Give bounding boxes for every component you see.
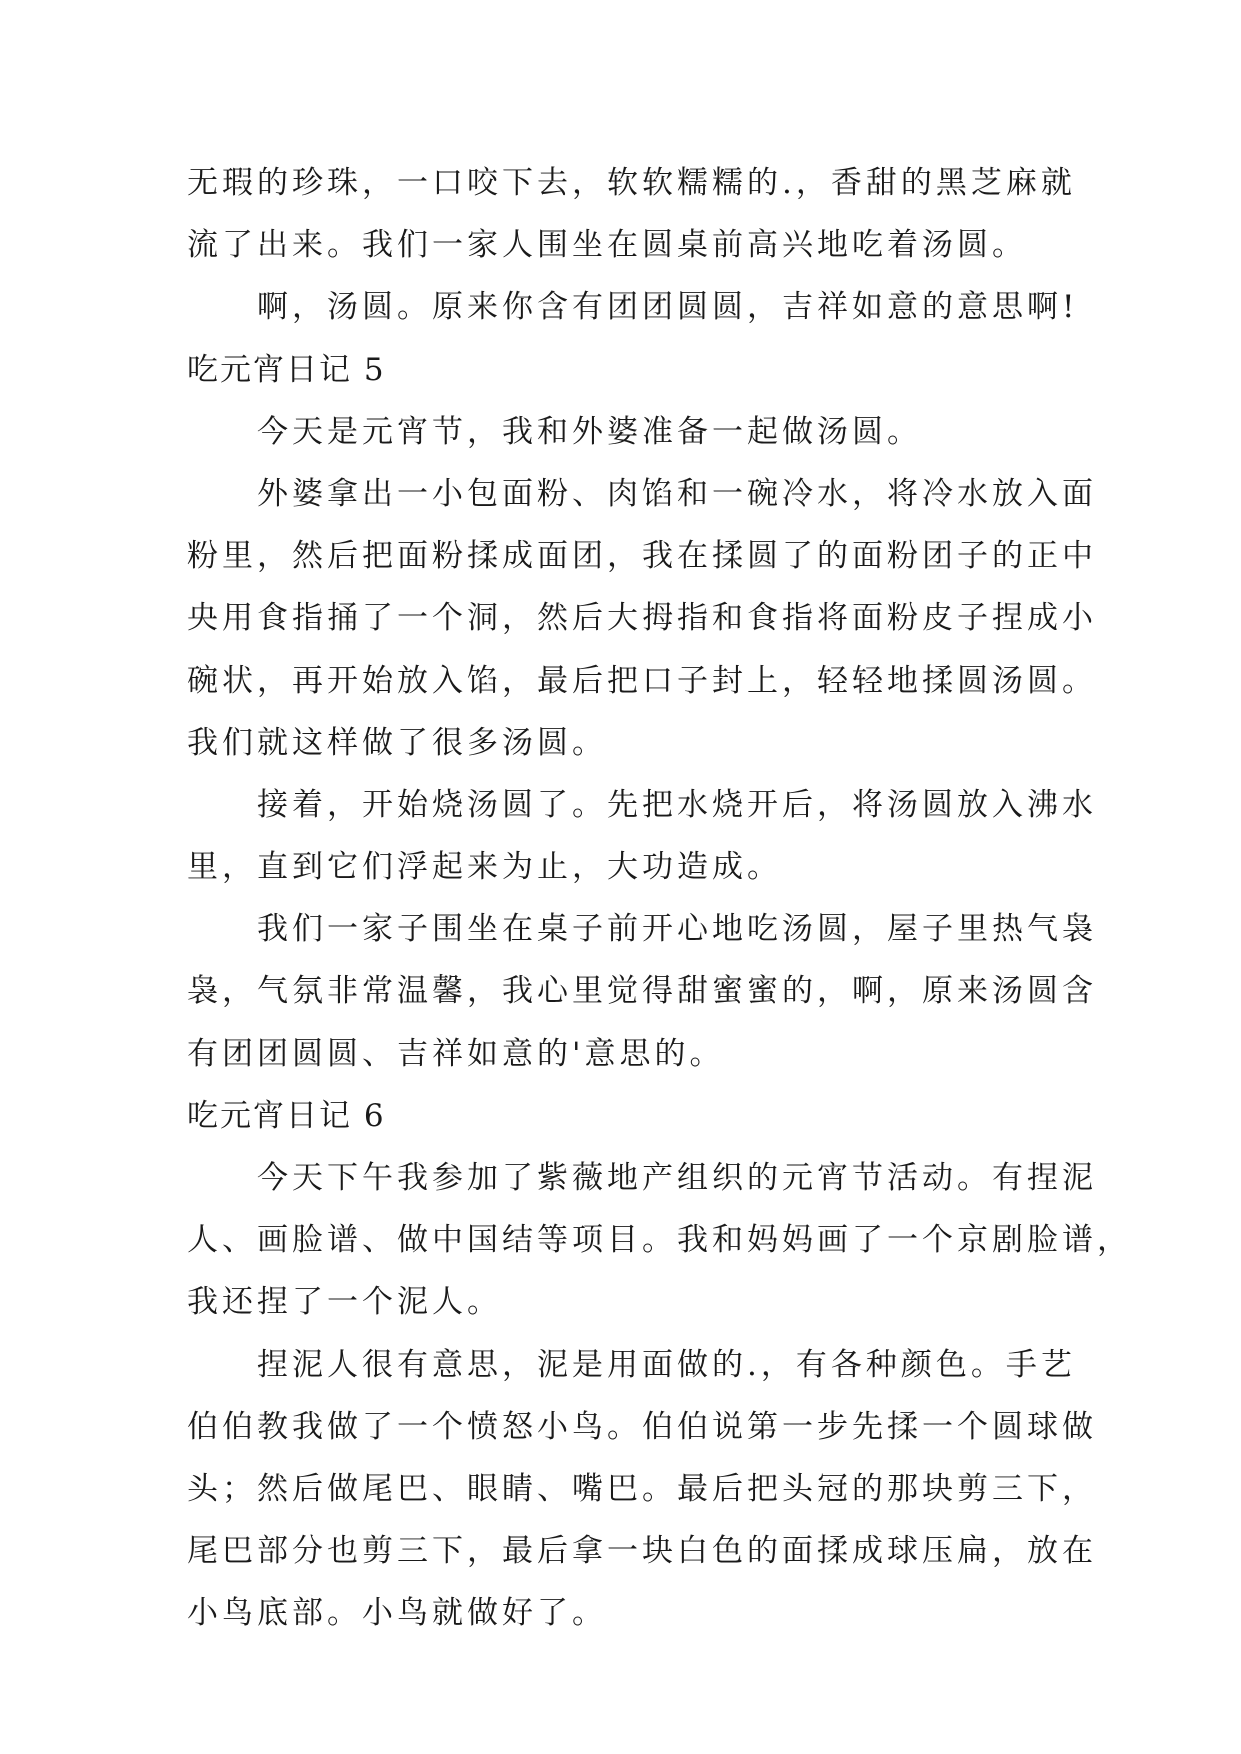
- section-heading: 吃元宵日记 5: [187, 351, 386, 388]
- paragraph-line: 有团团圆圆、吉祥如意的'意思的。: [187, 1035, 725, 1072]
- paragraph-line: 捏泥人很有意思，泥是用面做的.，有各种颜色。手艺: [257, 1346, 1076, 1383]
- paragraph-line: 头；然后做尾巴、眼睛、嘴巴。最后把头冠的那块剪三下，: [187, 1470, 1097, 1507]
- paragraph-line: 今天是元宵节，我和外婆准备一起做汤圆。: [257, 413, 922, 450]
- document-body: [187, 152, 1132, 1645]
- paragraph-line: 无瑕的珍珠，一口咬下去，软软糯糯的.，香甜的黑芝麻就: [187, 165, 1076, 201]
- paragraph-line: 里，直到它们浮起来为止，大功造成。: [187, 849, 782, 886]
- paragraph-line: 流了出来。我们一家人围坐在圆桌前高兴地吃着汤圆。: [187, 227, 1027, 264]
- section-heading: 吃元宵日记 6: [187, 1097, 386, 1134]
- paragraph-line: 央用食指捅了一个洞，然后大拇指和食指将面粉皮子捏成小: [187, 600, 1097, 637]
- paragraph-line: 碗状，再开始放入馅，最后把口子封上，轻轻地揉圆汤圆。: [187, 662, 1097, 699]
- paragraph-line: 今天下午我参加了紫薇地产组织的元宵节活动。有捏泥: [257, 1160, 1097, 1196]
- document-page: [187, 152, 1132, 1645]
- paragraph-line: 尾巴部分也剪三下，最后拿一块白色的面揉成球压扁，放在: [187, 1533, 1097, 1570]
- paragraph-line: 我们就这样做了很多汤圆。: [187, 724, 607, 761]
- paragraph-line: 外婆拿出一小包面粉、肉馅和一碗冷水，将冷水放入面: [257, 475, 1097, 512]
- paragraph-line: 袅，气氛非常温馨，我心里觉得甜蜜蜜的，啊，原来汤圆含: [187, 973, 1097, 1010]
- paragraph-line: 人、画脸谱、做中国结等项目。我和妈妈画了一个京剧脸谱，: [187, 1222, 1132, 1259]
- paragraph-line: 粉里，然后把面粉揉成面团，我在揉圆了的面粉团子的正中: [187, 538, 1097, 575]
- paragraph-line: 我们一家子围坐在桌子前开心地吃汤圆，屋子里热气袅: [257, 911, 1097, 948]
- paragraph-line: 小鸟底部。小鸟就做好了。: [187, 1595, 607, 1632]
- paragraph-line: 啊，汤圆。原来你含有团团圆圆，吉祥如意的意思啊!: [257, 289, 1079, 326]
- paragraph-line: 伯伯教我做了一个愤怒小鸟。伯伯说第一步先揉一个圆球做: [187, 1408, 1097, 1445]
- paragraph-line: 接着，开始烧汤圆了。先把水烧开后，将汤圆放入沸水: [257, 786, 1097, 823]
- paragraph-line: 我还捏了一个泥人。: [187, 1284, 502, 1321]
